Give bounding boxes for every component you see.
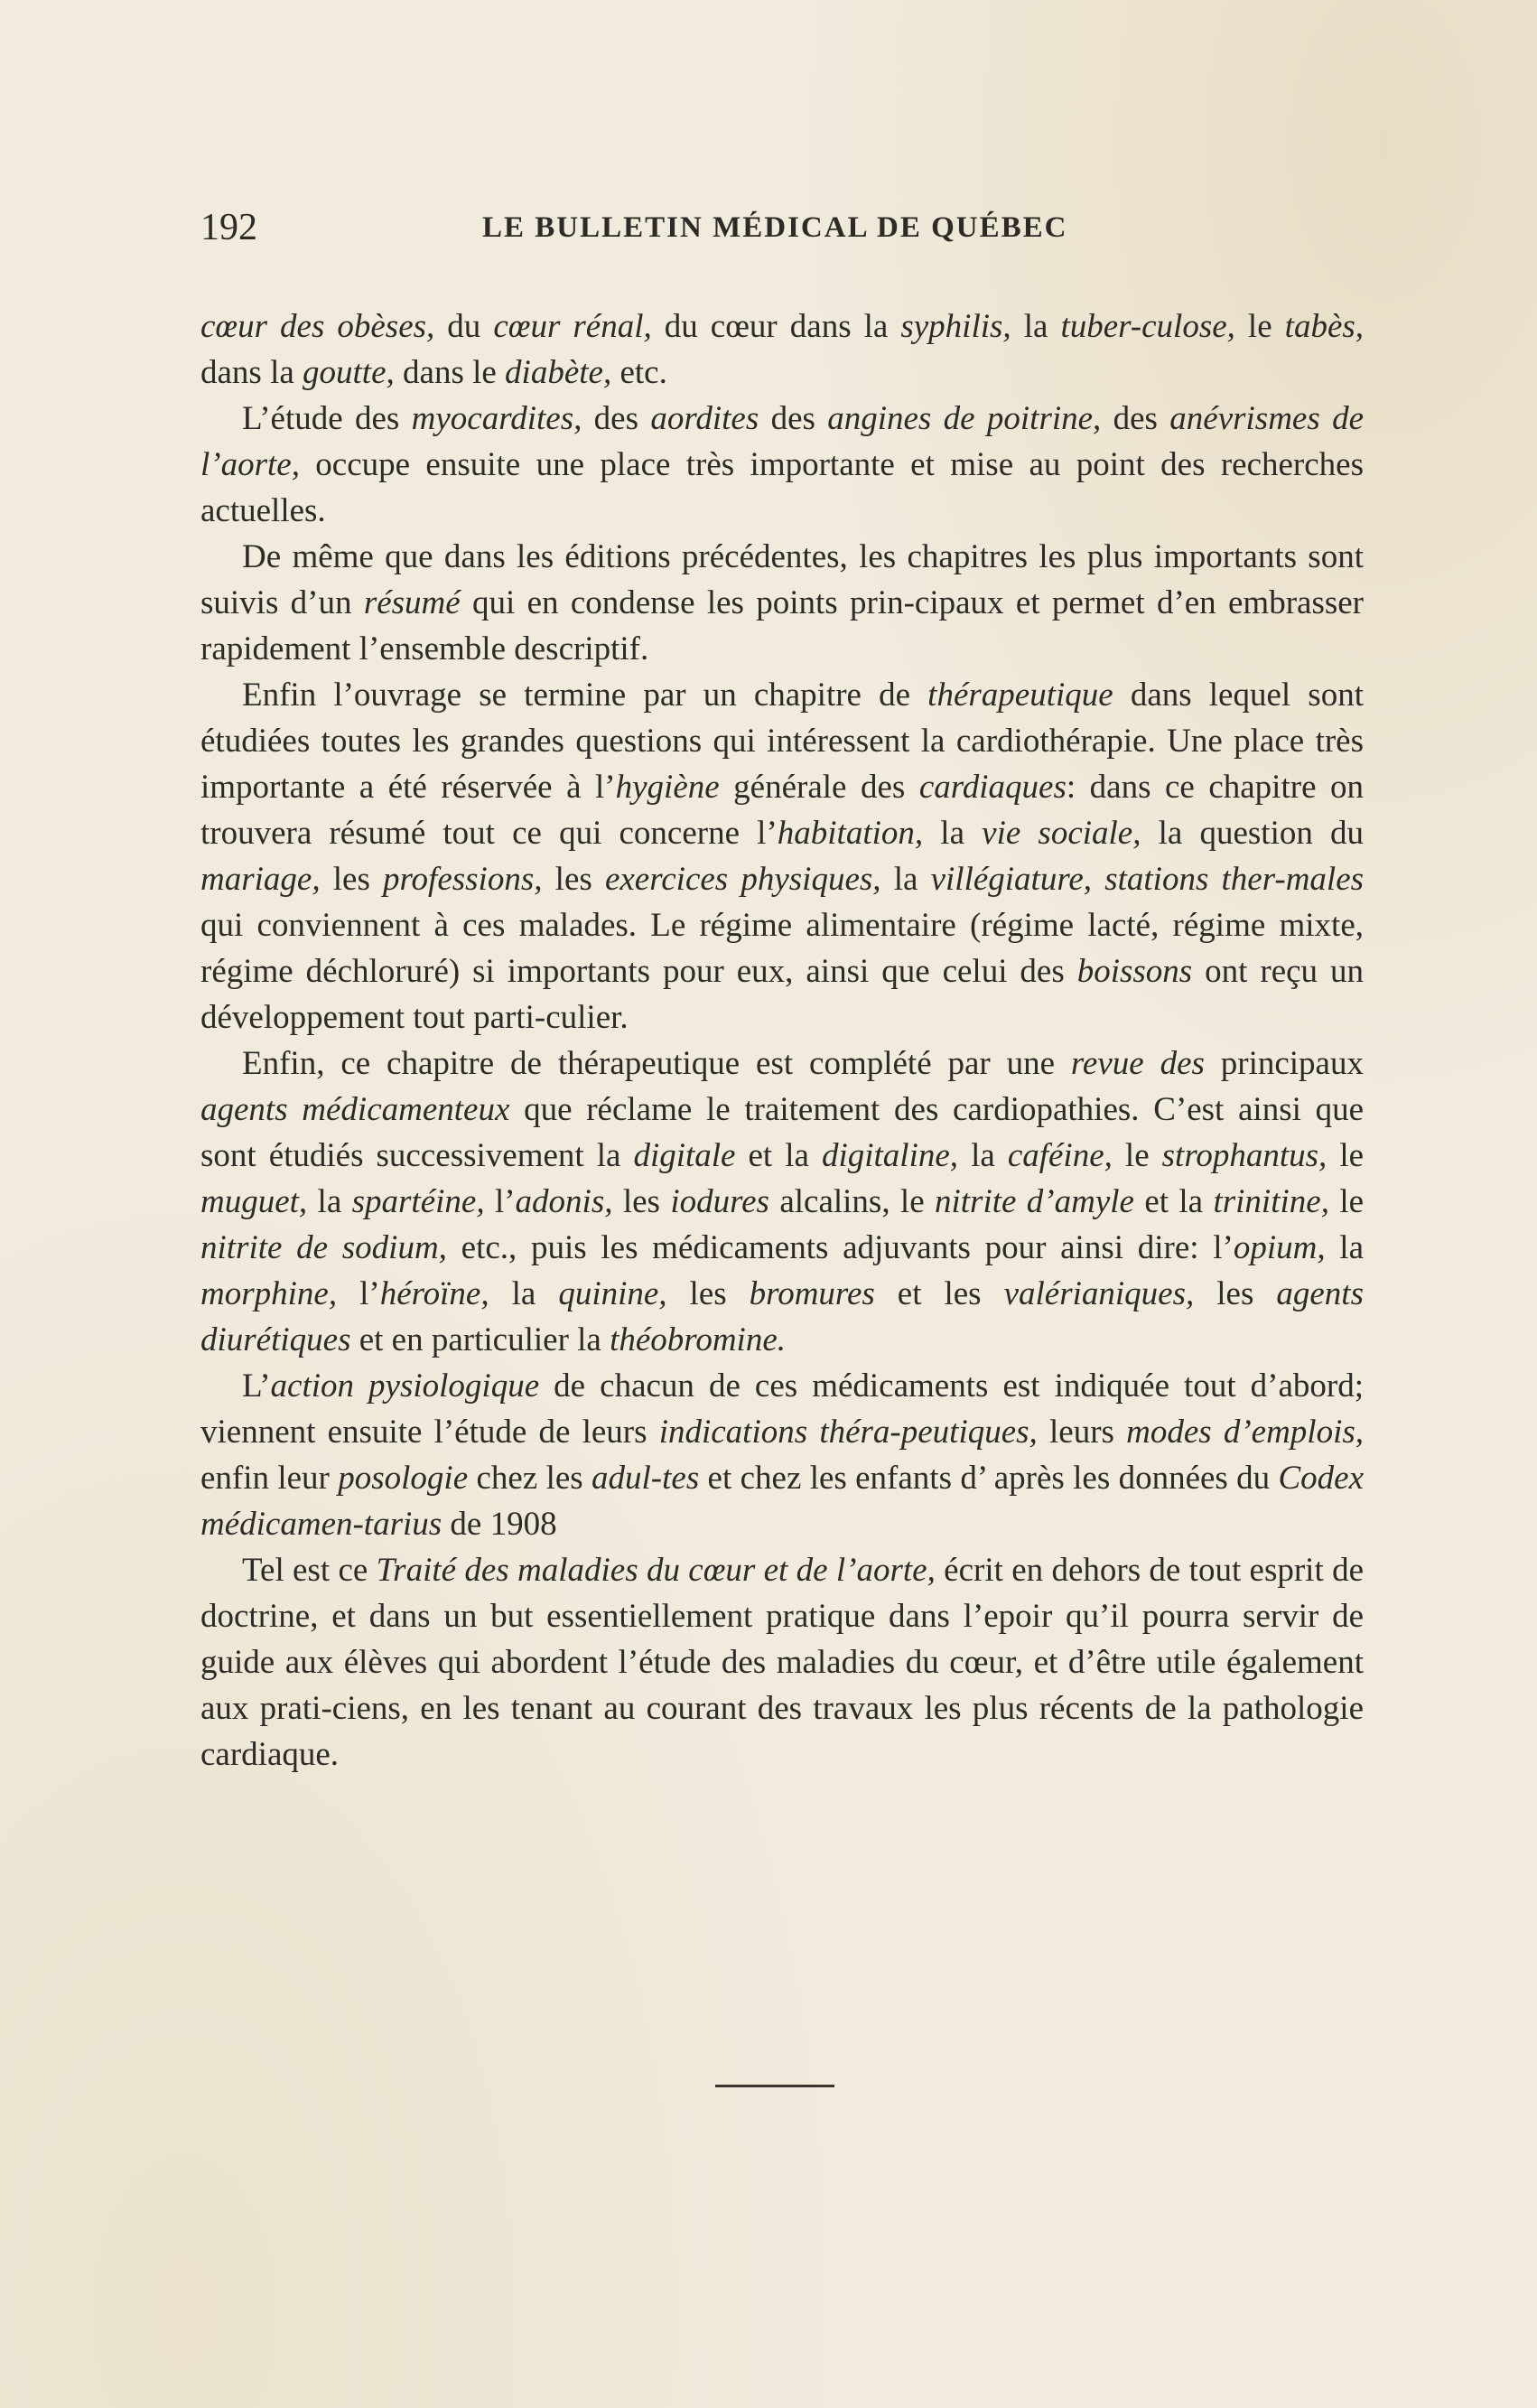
text-run: De même que dans les éditions précédentes, les chapitres les plus importants sont suivis d’un xyxy=(200,538,1364,621)
italic-term: tabès, xyxy=(1284,308,1365,345)
text-run: leurs xyxy=(1037,1414,1127,1451)
italic-term: professions, xyxy=(383,861,543,898)
text-run: etc. xyxy=(611,354,667,391)
italic-term: syphilis, xyxy=(900,308,1011,345)
text-run: la xyxy=(489,1275,559,1312)
italic-term: diabète, xyxy=(505,354,612,391)
italic-term: cœur des obèses, xyxy=(200,308,435,345)
text-run: que réclame le traitement des cardiopathies. C’est ainsi que sont étudiés successivement la xyxy=(200,1091,1364,1174)
italic-term: anévrismes de l’aorte, xyxy=(200,400,1364,483)
text-run: etc., puis les médicaments adjuvants pour ainsi dire: l’ xyxy=(446,1229,1234,1266)
text-run: enfin leur xyxy=(200,1460,339,1497)
text-run: les xyxy=(666,1275,750,1312)
text-run: dans lequel sont étudiées toutes les grandes questions qui intéressent la cardiothérapie. Une place très importante a été réservée à l’ xyxy=(200,677,1364,806)
italic-term: revue des xyxy=(1070,1045,1205,1082)
italic-term: morphine, xyxy=(200,1275,338,1312)
text-run: dans le xyxy=(394,354,506,391)
text-run: les xyxy=(612,1183,671,1220)
text-run: qui conviennent à ces malades. Le régime alimentaire (régime lacté, régime mixte, régime déchloruré) si importants pour eux, ainsi que celui des xyxy=(200,907,1364,990)
text-run: Enfin, ce chapitre de thérapeutique est complété par une xyxy=(242,1045,1071,1082)
italic-term: agents diurétiques xyxy=(200,1275,1364,1358)
italic-term: nitrite de sodium, xyxy=(200,1229,447,1266)
italic-term: mariage, xyxy=(200,861,321,898)
text-run: : dans ce chapitre on trouvera résumé tout ce qui concerne l’ xyxy=(200,769,1364,852)
text-run: le xyxy=(1327,1137,1365,1174)
italic-term: cardiaques xyxy=(918,769,1067,806)
end-rule-divider xyxy=(715,2085,834,2087)
italic-term: thérapeutique xyxy=(927,677,1113,714)
italic-term: indications théra-peutiques, xyxy=(658,1414,1038,1451)
text-run: occupe ensuite une place très importante et mise au point des recherches actuelles. xyxy=(200,446,1364,529)
paragraph xyxy=(200,396,1364,534)
italic-term: digitaline, xyxy=(821,1137,959,1174)
italic-term: cœur rénal, xyxy=(493,308,652,345)
text-run: les xyxy=(542,861,605,898)
italic-term: habitation, xyxy=(777,815,924,852)
text-run: du cœur dans la xyxy=(651,308,901,345)
italic-term: muguet, xyxy=(200,1183,308,1220)
italic-term: valérianiques, xyxy=(1003,1275,1195,1312)
italic-term: Traité des maladies du cœur et de l’aorte, xyxy=(376,1552,936,1589)
text-run: dans la xyxy=(200,354,303,391)
paragraph xyxy=(200,672,1364,1041)
text-run: ont reçu un développement tout parti-culier. xyxy=(200,953,1365,1036)
paragraph xyxy=(200,303,1364,396)
text-run: Enfin l’ouvrage se termine par un chapitre de xyxy=(242,677,928,714)
paragraph xyxy=(200,1547,1364,1778)
italic-term: digitale xyxy=(633,1137,736,1174)
text-run: la xyxy=(958,1137,1008,1174)
italic-term: hygiène xyxy=(615,769,720,806)
page-number: 192 xyxy=(200,207,257,248)
text-run: la xyxy=(307,1183,352,1220)
text-run: et la xyxy=(1133,1183,1214,1220)
text-run: des xyxy=(1101,400,1170,437)
running-head xyxy=(200,201,1364,255)
italic-term: nitrite d’amyle xyxy=(935,1183,1134,1220)
text-run: principaux xyxy=(1204,1045,1364,1082)
text-run: alcalins, le xyxy=(768,1183,935,1220)
italic-term: tuber-culose, xyxy=(1060,308,1235,345)
text-run: écrit en dehors de tout esprit de doctrine, et dans un but essentiellement pratique dans l’epoir qu’il pourra servir de guide aux élèves qui abordent l’étude des maladies du cœur, et d’être utile également aux prati-ciens, en les tenant au courant des travaux les plus récents de la pathologie cardiaque. xyxy=(200,1552,1364,1773)
italic-term: exercices physiques, xyxy=(604,861,881,898)
italic-term: caféine, xyxy=(1007,1137,1113,1174)
text-run: la xyxy=(1325,1229,1365,1266)
text-run: la xyxy=(923,815,983,852)
text-run: la question du xyxy=(1141,815,1364,852)
italic-term: héroïne, xyxy=(379,1275,489,1312)
italic-term: villégiature, stations ther-males xyxy=(930,861,1365,898)
text-run: L’ xyxy=(242,1367,271,1405)
italic-term: adul-tes xyxy=(592,1460,700,1497)
text-run: le xyxy=(1112,1137,1162,1174)
text-run: L’étude des xyxy=(242,400,412,437)
paragraph xyxy=(200,1041,1364,1363)
journal-title: LE BULLETIN MÉDICAL DE QUÉBEC xyxy=(482,211,1068,244)
text-run: des xyxy=(759,400,828,437)
italic-term: posologie xyxy=(338,1460,469,1497)
article-body xyxy=(200,303,1364,1778)
italic-term: spartéine, xyxy=(351,1183,485,1220)
text-run: des xyxy=(582,400,651,437)
italic-term: action pysiologique xyxy=(270,1367,540,1405)
text-run: générale des xyxy=(719,769,919,806)
text-run: du xyxy=(434,308,494,345)
text-run: les xyxy=(1194,1275,1277,1312)
text-run: qui en condense les points prin-cipaux et permet d’en embrasser rapidement l’ensemble descriptif. xyxy=(200,584,1364,667)
text-run: chez les xyxy=(468,1460,592,1497)
text-run: l’ xyxy=(337,1275,380,1312)
italic-term: quinine, xyxy=(558,1275,667,1312)
italic-term: modes d’emplois, xyxy=(1126,1414,1365,1451)
text-run: la xyxy=(1011,308,1061,345)
italic-term: agents médicamenteux xyxy=(200,1091,510,1128)
italic-term: myocardites, xyxy=(411,400,582,437)
text-run: et la xyxy=(735,1137,822,1174)
text-run: de 1908 xyxy=(442,1506,557,1543)
text-run: et chez les enfants d’ après les données du xyxy=(699,1460,1279,1497)
italic-term: trinitine, xyxy=(1213,1183,1329,1220)
text-run: la xyxy=(880,861,931,898)
text-run: de chacun de ces médicaments est indiquée tout d’abord; viennent ensuite l’étude de leurs xyxy=(200,1367,1364,1451)
italic-term: théobromine. xyxy=(610,1321,786,1358)
italic-term: iodures xyxy=(670,1183,769,1220)
text-run: et en particulier la xyxy=(350,1321,610,1358)
italic-term: vie sociale, xyxy=(982,815,1141,852)
italic-term: strophantus, xyxy=(1161,1137,1327,1174)
text-run: et les xyxy=(874,1275,1004,1312)
italic-term: Codex médicamen-tarius xyxy=(200,1460,1365,1543)
paragraph xyxy=(200,534,1364,672)
italic-term: goutte, xyxy=(303,354,395,391)
italic-term: bromures xyxy=(749,1275,875,1312)
text-run: les xyxy=(320,861,384,898)
text-run: Tel est ce xyxy=(242,1552,377,1589)
italic-term: opium, xyxy=(1233,1229,1326,1266)
italic-term: aordites xyxy=(650,400,759,437)
italic-term: résumé xyxy=(363,584,461,621)
italic-term: angines de poitrine, xyxy=(827,400,1102,437)
italic-term: adonis, xyxy=(515,1183,613,1220)
paragraph xyxy=(200,1363,1364,1547)
italic-term: boissons xyxy=(1076,953,1193,990)
text-run: l’ xyxy=(484,1183,516,1220)
text-run: le xyxy=(1328,1183,1365,1220)
text-run: le xyxy=(1234,308,1285,345)
